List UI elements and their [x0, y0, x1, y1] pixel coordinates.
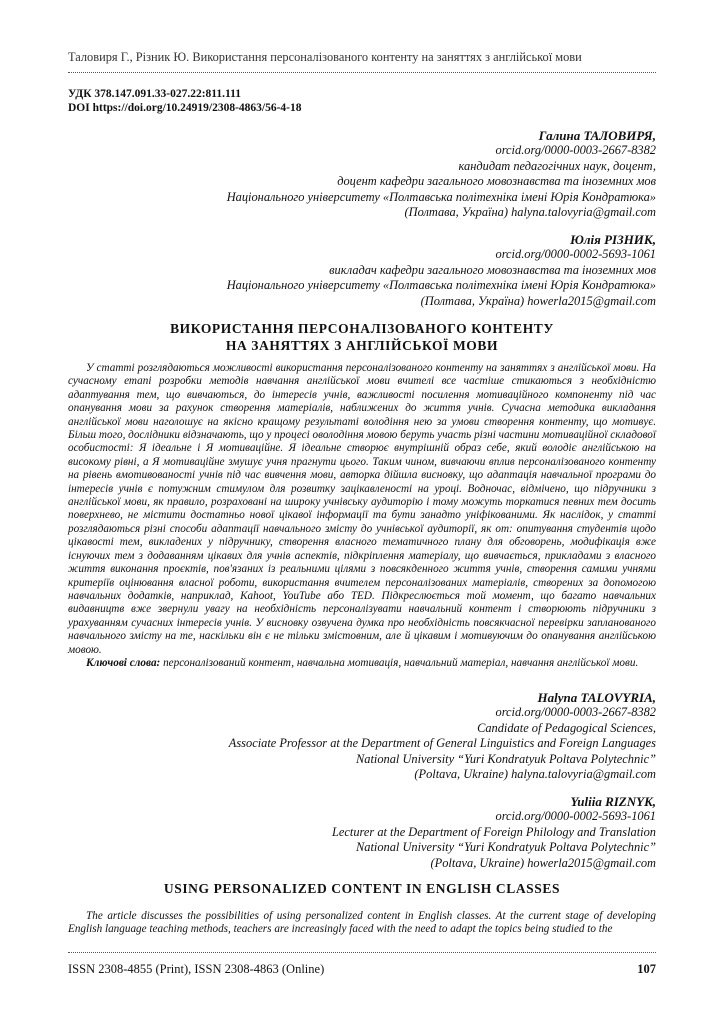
author-location-email: (Poltava, Ukraine) halyna.talovyria@gmail.com [414, 767, 656, 782]
author-orcid[interactable]: orcid.org/0000-0002-5693-1061 [495, 809, 656, 824]
author-name: Юлія РІЗНИК, [570, 232, 656, 247]
author-position: викладач кафедри загального мовознавства та іноземних мов [329, 262, 656, 277]
abstract-uk [68, 362, 656, 670]
keywords-uk [68, 657, 656, 670]
article-title-en: USING PERSONALIZED CONTENT IN ENGLISH CLASSES [163, 881, 561, 896]
abstract-en-text: The article discusses the possibilities of using personalized content in English classes. At the current stage of developing English language teaching methods, teachers are increasingly faced with the need to adapt the topics being studied to the [68, 910, 656, 936]
keywords-label: Ключові слова: [86, 656, 161, 669]
page-number: 107 [637, 962, 656, 976]
author-name: Halyna TALOVYRIA, [537, 690, 656, 705]
author-degree: Candidate of Pedagogical Sciences, [477, 720, 656, 735]
author-en-1 [136, 690, 656, 782]
author-orcid[interactable]: orcid.org/0000-0003-2667-8382 [495, 705, 656, 720]
author-orcid[interactable]: orcid.org/0000-0002-5693-1061 [495, 247, 656, 262]
author-position: Lecturer at the Department of Foreign Philology and Translation [332, 824, 656, 839]
author-location-email: (Poltava, Ukraine) howerla2015@gmail.com [430, 855, 656, 870]
author-position: Associate Professor at the Department of General Linguistics and Foreign Languages [228, 736, 656, 751]
article-title-uk [68, 320, 656, 354]
udc-block [68, 87, 302, 115]
author-en-2 [136, 794, 656, 871]
doi-link[interactable]: DOI https://doi.org/10.24919/2308-4863/56-4-18 [68, 102, 302, 114]
running-head: Таловиря Г., Різник Ю. Використання персоналізованого контенту на заняттях з англійської мови [68, 50, 582, 64]
author-affiliation: Національного університету «Полтавська політехніка імені Юрія Кондратюка» [226, 189, 656, 204]
title-line: ВИКОРИСТАННЯ ПЕРСОНАЛІЗОВАНОГО КОНТЕНТУ [170, 321, 554, 336]
title-line: НА ЗАНЯТТЯХ З АНГЛІЙСЬКОЇ МОВИ [225, 338, 499, 353]
author-orcid[interactable]: orcid.org/0000-0003-2667-8382 [495, 143, 656, 158]
author-affiliation: National University “Yuri Kondratyuk Poltava Polytechnic” [356, 751, 656, 766]
page [68, 0, 656, 1024]
author-name: Галина ТАЛОВИРЯ, [538, 128, 656, 143]
udc-code: УДК 378.147.091.33-027.22:811.111 [68, 88, 242, 100]
footer-issn: ISSN 2308-4855 (Print), ISSN 2308-4863 (Online) [68, 962, 325, 976]
header-divider [68, 72, 656, 73]
author-location-email: (Полтава, Україна) howerla2015@gmail.com [420, 293, 656, 308]
author-uk-1 [136, 128, 656, 220]
author-location-email: (Полтава, Україна) halyna.talovyria@gmail.com [404, 205, 656, 220]
author-affiliation: National University “Yuri Kondratyuk Poltava Polytechnic” [356, 840, 656, 855]
keywords-text: персоналізований контент, навчальна мотивація, навчальний матеріал, навчання англійської мови. [160, 656, 639, 669]
author-name: Yuliia RIZNYK, [570, 794, 656, 809]
author-uk-2 [136, 232, 656, 309]
author-degree: кандидат педагогічних наук, доцент, [458, 158, 656, 173]
author-position: доцент кафедри загального мовознавства та іноземних мов [337, 174, 656, 189]
abstract-uk-text: У статті розглядаються можливості використання персоналізованого контенту на заняттях з англійської мови. На сучасному етапі розробки методів навчання англійської мови вчителі все частіше стикаються з необхідністю адаптування тем, що вивчаються, до інтересів учнів, важливості посилення мотиваційного компоненту під час опанування мови за рахунок створення матеріалів, наближених до життя учнів. Сучасна методика викладання англійської мови наголошує на якісно кращому результаті володіння нею за умови створення контенту, що мотивує. Більш того, дослідники відзначають, що у процесі оволодіння мовою беруть участь різні частини мотиваційної складової особистості: Я ідеальне і Я мотиваційне. Я ідеальне створює внутрішній образ себе, який володіє англійською на високому рівні, а Я мотиваційне змушує учня прагнути цього. Таким чином, вивчаючи вплив персоналізованого контенту на рівень вмотивованості учнів під час вивчення мови, авторка дійшла висновку, що адаптація навчальної програми до інтересів учнів є потужним стимулом для розвитку зацікавленості на уроці. Водночас, відмічено, що підручники з англійської мови, як правило, розраховані на широку учнівську аудиторію і тому можуть торкатися певних тем досить поверхнево, не містити достатньо нової цікавої інформації та бути занадто уніфікованими. Як наслідок, у статті розглядаються різні способи адаптації навчального змісту до учнівської аудиторії, як от: опитування студентів щодо цікавості тем, викладених у підручнику, створення власного тематичного плану для обговорень, модифікація вже існуючих тем з додаванням цікавих для учнів аспектів, підкріплення матеріалу, що вивчається, прикладами з власного життя виконання проєктів, пов'язаних із реальними цілями з повсякденного життя учнів, створення самими учнями критеріїв оцінювання власної роботи, використання вчителем персоналізованих матеріалів, створених за допомогою навчальних додатків, наприклад, Kahoot, YouTube або TED. Підкреслюється той момент, що багато навчальних видавництв вже звернули увагу на необхідність персоналізувати навчальний контент і створюють підручники з урахуванням сучасних інтересів учнів. У висновку озвучена думка про необхідність повсякчасної перевірки запланованого навчального змісту на те, наскільки він є не тільки змістовним, але й цікавим і мотивуючим до опанування англійською мовою. [68, 362, 656, 656]
author-affiliation: Національного університету «Полтавська політехніка імені Юрія Кондратюка» [226, 278, 656, 293]
footer-divider [68, 952, 656, 953]
abstract-en [68, 910, 656, 937]
